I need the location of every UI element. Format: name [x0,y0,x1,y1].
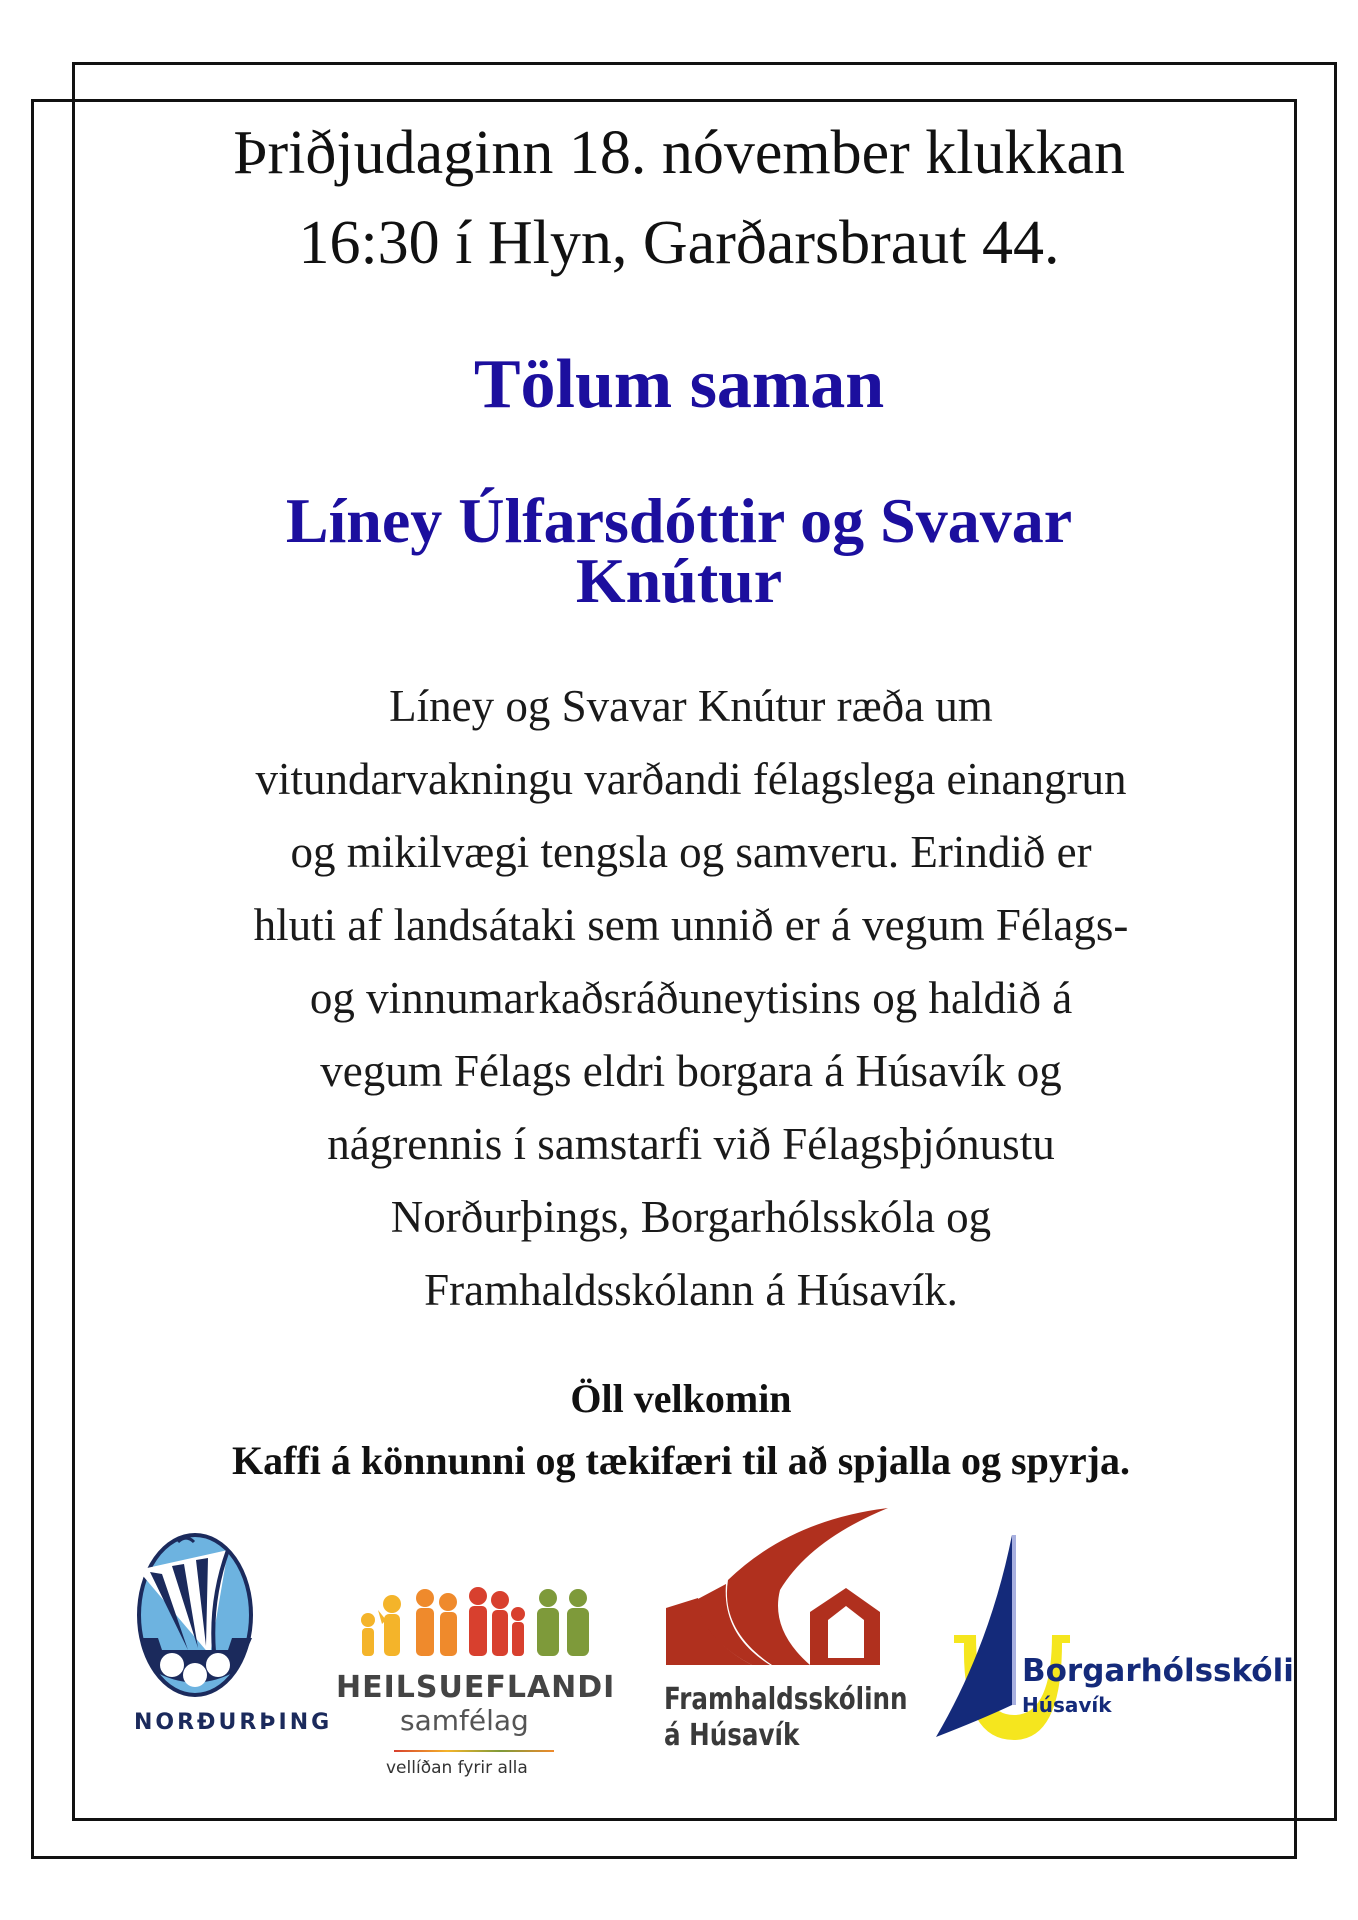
heilsueflandi-sub: samfélag [400,1704,529,1737]
nordurthing-name: NORÐURÞING [134,1710,333,1735]
borgarholsskoli-logo [930,1525,1294,1755]
description-line: vitundarvakningu varðandi félagslega einangrun [255,754,1127,804]
coffee-text: Kaffi á könnunni og tækifæri til að spjalla og spyrja. [232,1438,1130,1483]
heilsueflandi-tagline: vellíðan fyrir alla [386,1758,528,1778]
welcome-text: Öll velkomin [570,1376,792,1421]
speakers-line-1: Líney Úlfarsdóttir og Svavar [285,485,1073,556]
date-line-2: 16:30 í Hlyn, Garðarsbraut 44. [298,209,1060,277]
description-line: nágrennis í samstarfi við Félagsþjónustu [327,1119,1055,1169]
framhaldsskolinn-name-line1: Framhaldsskólinn [664,1682,908,1717]
heilsueflandi-logo [330,1580,616,1780]
description-line: og mikilvægi tengsla og samveru. Erindið er [290,827,1092,877]
heilsueflandi-divider [394,1750,554,1752]
date-line-1: Þriðjudaginn 18. nóvember klukkan [233,119,1125,187]
borgarholsskoli-sub: Húsavík [1022,1693,1112,1717]
borgarholsskoli-name: Borgarhólsskóli [1022,1653,1294,1689]
description-line: Norðurþings, Borgarhólsskóla og [390,1192,992,1242]
description-line: Framhaldsskólann á Húsavík. [424,1265,958,1315]
nordurthing-logo [110,1520,333,1740]
description-line: vegum Félags eldri borgara á Húsavík og [320,1046,1062,1096]
description-line: hluti af landsátaki sem unnið er á vegum Félags- [253,900,1129,950]
people-figures-icon [330,1580,610,1660]
framhaldsskolinn-name-line2: á Húsavík [664,1718,800,1753]
event-title: Tölum saman [473,346,885,423]
description-line: Líney og Svavar Knútur ræða um [389,681,993,731]
description-line: og vinnumarkaðsráðuneytisins og haldið á [309,973,1073,1023]
swoosh-house-icon [660,1500,900,1675]
speakers-line-2: Knútur [575,545,783,616]
framhaldsskolinn-logo [660,1500,920,1770]
viking-ship-oval-icon [110,1520,310,1700]
heilsueflandi-name: HEILSUEFLANDI [336,1670,616,1705]
